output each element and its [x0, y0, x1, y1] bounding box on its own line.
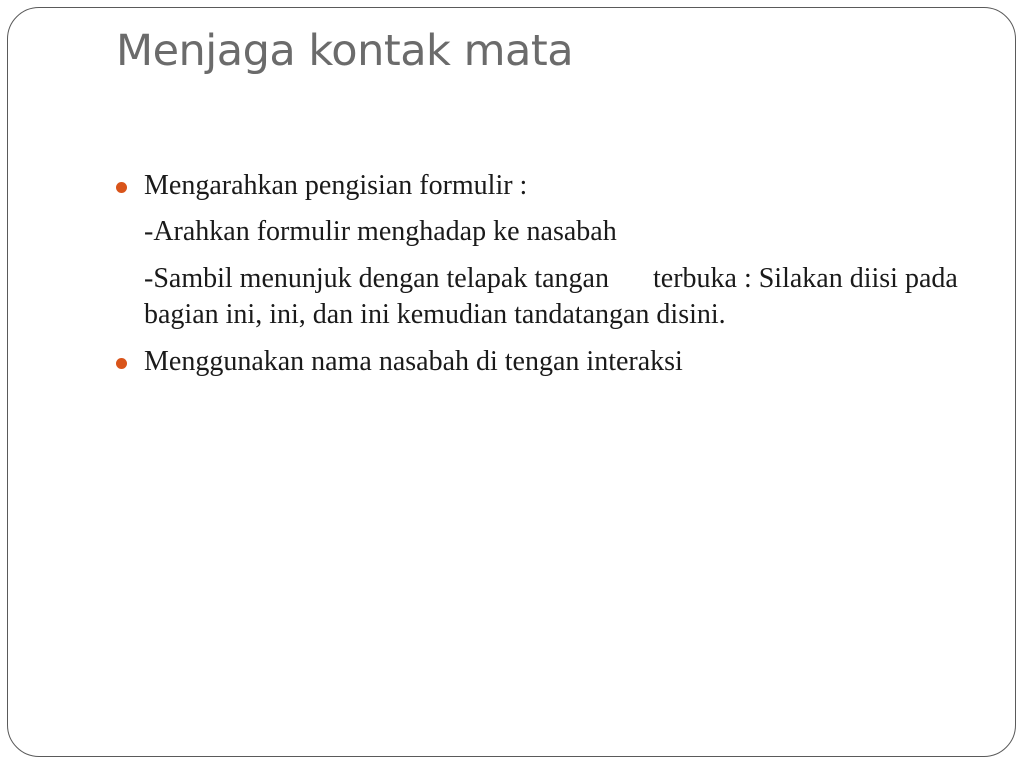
sub-paragraph — [116, 261, 976, 334]
bullet-text: Menggunakan nama nasabah di tengan interaksi — [144, 345, 683, 377]
bullet-text: Mengarahkan pengisian formulir : — [144, 170, 528, 201]
sub-paragraph-text: terbuka : Silakan diisi pada bagian ini, ini, dan ini kemudian tandatangan disini. — [144, 262, 958, 331]
sub-paragraph — [116, 214, 976, 250]
bullet-dot-icon — [116, 182, 127, 193]
slide-title: Menjaga kontak mata — [116, 26, 574, 76]
bullet-item — [116, 344, 976, 380]
bullet-item — [116, 168, 976, 204]
bullet-dot-icon — [116, 358, 127, 369]
sub-paragraph-text: -Sambil menunjuk dengan telapak tangan — [144, 262, 609, 294]
sub-paragraph-text: -Arahkan formulir menghadap ke nasabah — [144, 216, 617, 248]
slide-body — [116, 168, 976, 390]
